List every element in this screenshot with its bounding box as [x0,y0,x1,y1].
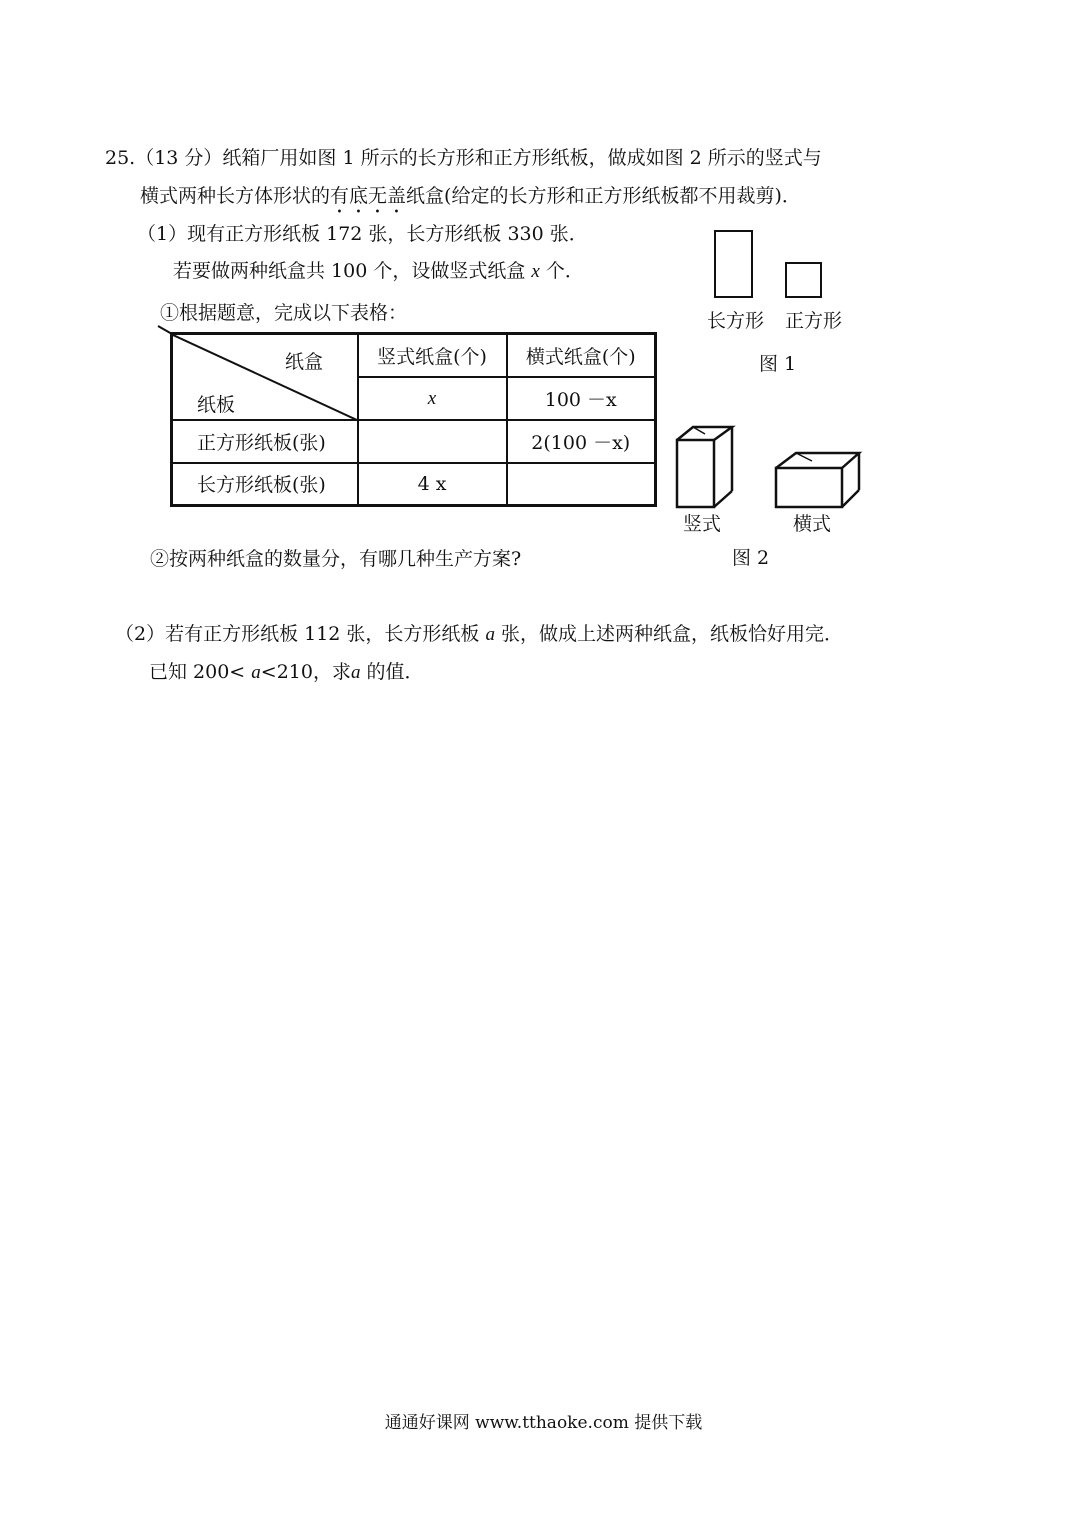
variable-x: x [531,261,540,282]
part1-sub-question-1: ①根据题意，完成以下表格： [160,302,408,324]
part2-line-1 [115,622,843,647]
vertical-box-shape [677,427,732,507]
horizontal-box-label: 横式 [793,513,832,535]
corner-header-cell [172,334,358,420]
question-line-2-end: 纸盒(给定的长方形和正方形纸板都不用裁剪)． [406,185,801,207]
figure1-caption: 图 1 [759,353,797,375]
part1-sub-question-2: ②按两种纸盒的数量分，有哪几种生产方案? [150,548,522,570]
part1-line-2-end: 个． [545,260,584,282]
square-board-vertical-cell [358,420,507,463]
corner-header-box: 纸盒 [285,351,324,373]
figure2-boxes [674,424,864,510]
part2-line-2 [149,660,424,685]
part2-line-1-start: （2）若有正方形纸板 112 张，长方形纸板 [115,623,480,645]
diagonal-tick [158,326,174,336]
horizontal-box-shape [776,453,859,507]
part1-line-2-start: 若要做两种纸盒共 100 个，设做竖式纸盒 [173,260,526,282]
question-line-1: 25.（13 分）纸箱厂用如图 1 所示的长方形和正方形纸板，做成如图 2 所示的竖式与 [105,147,822,169]
part2-line-2-mid: <210，求 [260,661,351,683]
variable-a-lower: a [251,662,261,683]
square-board-horizontal-cell: 2(100 －x) [507,420,656,463]
horizontal-box-header: 横式纸盒(个) [507,334,656,377]
part2-line-2-start: 已知 200< [149,661,246,683]
vertical-box-count [358,377,507,420]
square-label: 正方形 [785,310,843,332]
variable-a: a [485,624,495,645]
rect-board-row-label: 长方形纸板(张) [172,463,358,506]
vertical-box-label: 竖式 [683,513,722,535]
answer-table [170,332,657,507]
part2-line-2-end: 的值． [366,661,424,683]
square-board-row-label: 正方形纸板(张) [172,420,358,463]
footer-credit: 通通好课网 www.tthaoke.com 提供下载 [384,1413,703,1433]
corner-header-board: 纸板 [197,394,236,416]
rect-board-vertical-cell: 4 x [358,463,507,506]
figure2-caption: 图 2 [732,547,770,569]
rect-board-horizontal-cell [507,463,656,506]
variable-a-answer: a [350,662,361,683]
emphasized-phrase: 有底无盖 [330,185,407,207]
part1-line-1: （1）现有正方形纸板 172 张，长方形纸板 330 张． [137,223,588,245]
vertical-box-header: 竖式纸盒(个) [358,334,507,377]
horizontal-box-count: 100 －x [507,377,656,420]
question-line-2 [140,184,801,218]
figure1-shapes [714,230,854,300]
question-line-2-start: 横式两种长方体形状的 [140,185,331,207]
part1-line-2 [173,259,584,284]
part2-line-1-end: 张，做成上述两种纸盒，纸板恰好用完． [501,623,844,645]
rectangle-board-shape [715,231,752,297]
square-board-shape [786,263,821,297]
rectangle-label: 长方形 [707,310,765,332]
vertical-box-count-value: x [427,387,437,409]
